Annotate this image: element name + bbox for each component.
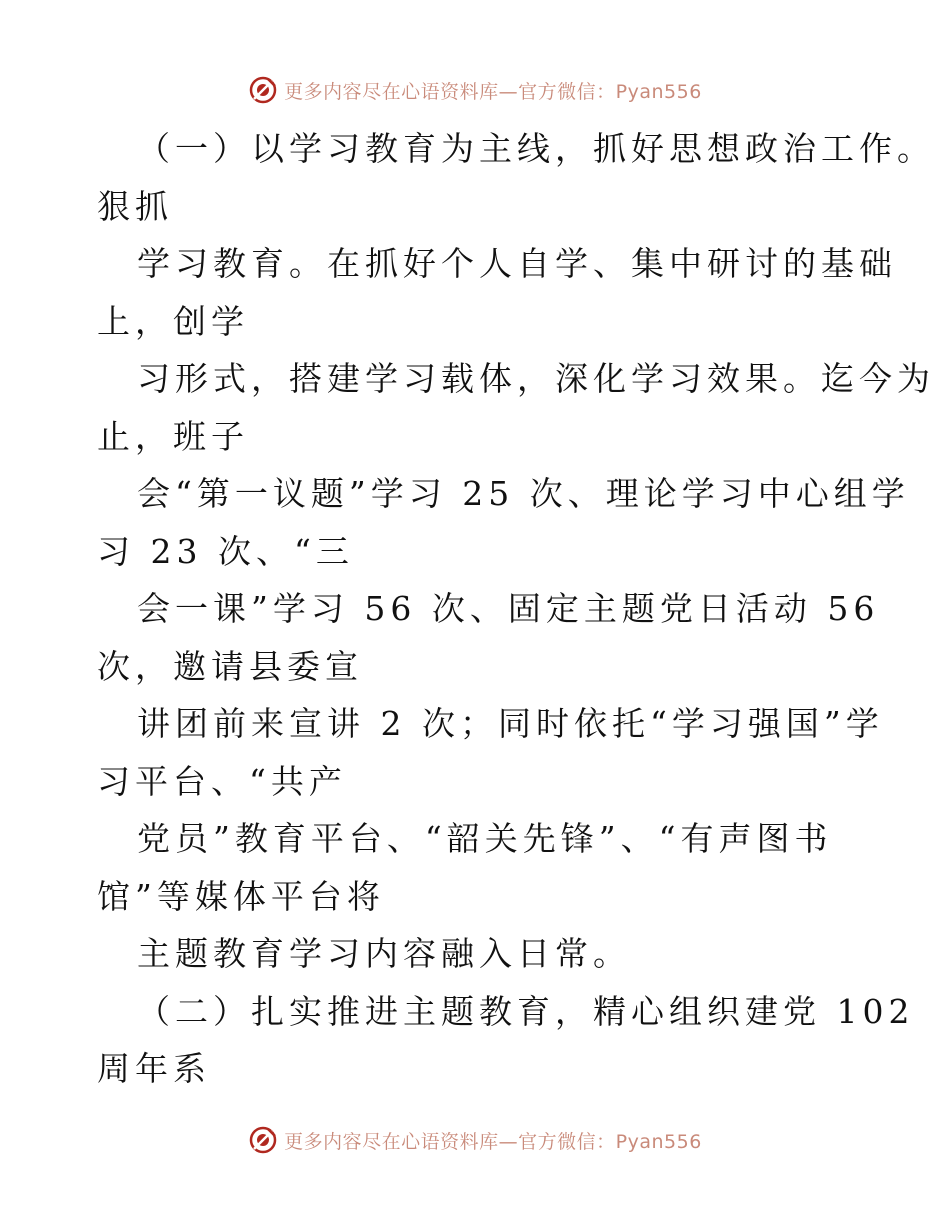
watermark-text: 更多内容尽在心语资料库—官方微信：Pyan556: [284, 80, 702, 103]
paragraph-line: 习平台、“共产: [97, 761, 347, 801]
paragraph-line: 上，创学: [97, 301, 249, 341]
paragraph-line: 狠抓: [97, 186, 173, 226]
footer-watermark: [0, 1122, 950, 1158]
paragraph-line: 会一课”学习 56 次、固定主题党日活动 56: [137, 589, 880, 628]
paragraph-line: 次，邀请县委宣: [97, 646, 363, 686]
paragraph-line: （二）扎实推进主题教育，精心组织建党 102: [137, 991, 915, 1031]
seal-logo-icon: [248, 75, 278, 105]
paragraph-line: （一）以学习教育为主线，抓好思想政治工作。: [137, 129, 935, 168]
paragraph-line: 馆”等媒体平台将: [97, 876, 385, 916]
header-watermark: [0, 72, 950, 108]
watermark-text: 更多内容尽在心语资料库—官方微信：Pyan556: [284, 1130, 702, 1153]
paragraph-line: 讲团前来宣讲 2 次；同时依托“学习强国”学: [137, 704, 884, 743]
paragraph-line: 学习教育。在抓好个人自学、集中研讨的基础: [137, 244, 897, 283]
paragraph-line: 周年系: [97, 1049, 211, 1088]
seal-logo-icon: [248, 1125, 278, 1155]
paragraph-line: 主题教育学习内容融入日常。: [137, 934, 631, 973]
paragraph-line: 止，班子: [97, 416, 249, 456]
document-body: [97, 120, 935, 1098]
paragraph-line: 习 23 次、“三: [97, 531, 354, 571]
paragraph-line: 习形式，搭建学习载体，深化学习效果。迄今为: [137, 359, 935, 398]
paragraph-line: 会“第一议题”学习 25 次、理论学习中心组学: [137, 474, 910, 513]
paragraph-line: 党员”教育平台、“韶关先锋”、“有声图书: [137, 819, 833, 858]
